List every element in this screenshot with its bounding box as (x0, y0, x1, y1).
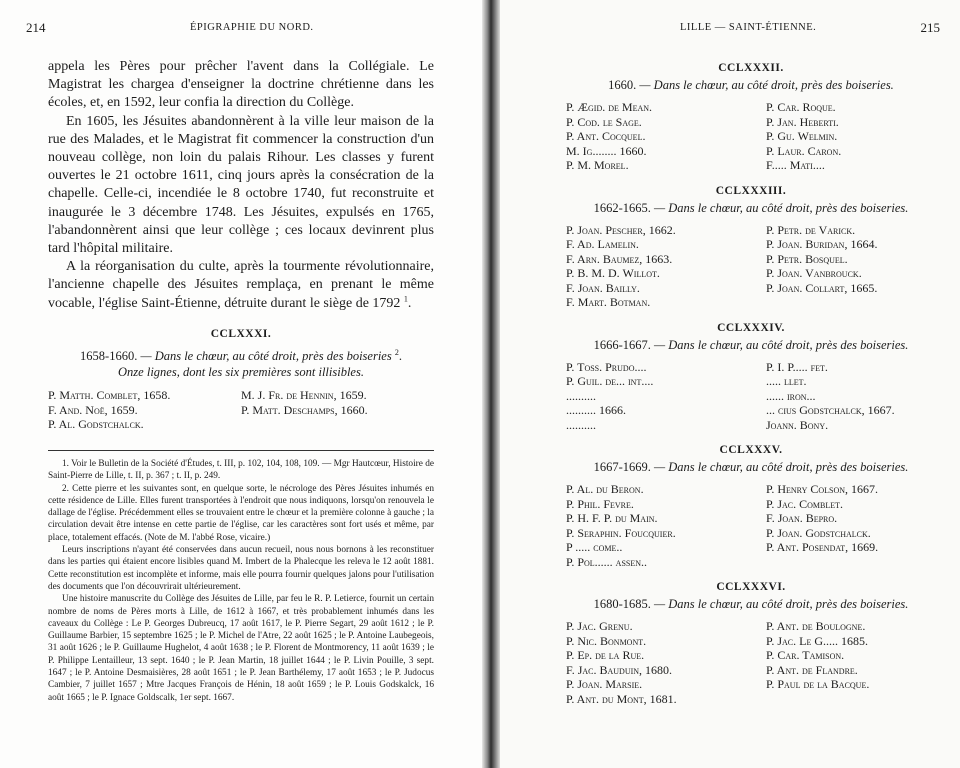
name-entry: P. Joan. Vanbrouck. (766, 266, 862, 280)
name-entry: .......... (566, 388, 596, 403)
name-entry: P. Henry Colson, 1667. (766, 482, 879, 496)
note-reference: 1 (403, 293, 408, 303)
name-entry: P. Joan. Marsie. (566, 677, 643, 691)
name-entry: P. Nic. Bonmont. (566, 633, 647, 648)
inscription-block (566, 444, 936, 569)
name-entry: P. I. P..... fet. (766, 359, 828, 374)
name-entry: P. Matt. Deschamps, 1660. (241, 402, 368, 417)
name-entry: F. Arn. Baumez, 1663. (566, 251, 673, 266)
inscription-location: — Dans le chœur, au côté droit, près des boiseries. (639, 78, 894, 92)
inscription-dating (566, 460, 936, 475)
inscription-location: — Dans le chœur, au côté droit, près des boiseries. (654, 597, 909, 611)
inscription-numeral: CCLXXXVI. (716, 581, 786, 593)
inscription-block (566, 322, 936, 433)
inscription-numeral: CCLXXXV. (719, 444, 783, 456)
name-entry: P. Guil. de... int.... (566, 374, 654, 388)
names-column (566, 100, 766, 173)
name-entry: P. M. Morel. (566, 158, 629, 172)
name-entry: F. And. Noë, 1659. (48, 402, 138, 417)
names-column (241, 388, 434, 432)
inscription-date: 1658-1660. (80, 349, 138, 363)
name-entry: F. Jac. Bauduin, 1680. (566, 662, 673, 677)
names-column (766, 223, 936, 310)
inscription-extra-line: Onze lignes, dont les six premières sont illisibles. (118, 365, 364, 379)
inscription-dating (566, 201, 936, 216)
name-entry: P. Jac. Comblet. (766, 496, 844, 511)
inscription-numeral: CCLXXXII. (718, 62, 784, 74)
footnote: Leurs inscriptions n'ayant été conservées dans aucun recueil, nous nous bornons à les reconstituer dans les parties qui étaient encore lisibles quand M. Imbert de la Phalecque les releva le 12 août 1881. Cette reconstitution est incomplète et informe, mais elle pourra fournir quelques jalons pour l'utilisation des documents que l'on découvrirait ultérieurement. (48, 545, 434, 592)
name-entry: P. Ant. de Boulogne. (766, 619, 866, 633)
inscription-location: — Dans le chœur, au côté droit, près des boiseries (140, 349, 392, 363)
names-column (566, 482, 766, 569)
names-column (48, 388, 241, 432)
name-entry: P ..... come.. (566, 540, 623, 554)
inscription-dating (566, 78, 936, 93)
page-number: 214 (26, 20, 46, 35)
name-entry: P. Car. Roque. (766, 100, 836, 114)
paragraph: appela les Pères pour prêcher l'avent dans la Collégiale. Le Magistrat les chargea d'enseigner la doctrine chrétienne dans les écoles, et, en 1592, leur confia la direction du Collège. (48, 59, 434, 111)
name-entry: ... cius Godstchalck, 1667. (766, 403, 895, 417)
inscription-names (566, 360, 936, 433)
inscription-names (48, 388, 434, 432)
name-entry: ...... iron... (766, 388, 816, 403)
name-entry: P. Jac. Grenu. (566, 619, 633, 633)
name-entry: P. Toss. Prudo.... (566, 359, 647, 374)
inscription-date: 1662-1665. (593, 200, 655, 215)
name-entry: P. B. M. D. Willot. (566, 266, 660, 280)
inscription-numeral: CCLXXXIII. (715, 184, 787, 197)
paragraph-text: A la réorganisation du culte, après la tourmente révolutionnaire, l'ancienne chapelle des Jésuites remplaça, en prenant le même vocable, l'église Saint-Étienne, détruite durant le siège de 1792 (48, 259, 434, 311)
note-reference: 2 (394, 347, 399, 357)
name-entry: P. Jan. Heberti. (766, 114, 839, 129)
name-entry: P. Al. du Beron. (566, 482, 644, 496)
inscription-block (566, 185, 936, 310)
book-gutter (482, 0, 500, 768)
inscription-dating (566, 597, 936, 612)
name-entry: F. Joan. Bepro. (766, 511, 838, 525)
name-entry: F. Ad. Lamelin. (566, 237, 639, 251)
name-entry: P. Ægid. de Mean. (566, 100, 653, 114)
running-head: ÉPIGRAPHIE DU NORD. (190, 22, 314, 33)
name-entry: M. J. Fr. de Hennin, 1659. (241, 388, 367, 402)
footnote: 2. Cette pierre et les suivantes sont, en quelque sorte, le nécrologe des Pères Jésuites inhumés en cette résidence de Lille. Elles furent transportées à l'endroit que nous indiquons, lorsqu'on renouvela le dallage de l'église. Précédemment elles se trouvaient entre le chœur et la première colonne à gauche ; la circulation devait être intense en cette partie de l'église, car les caractères sont fort usés et même, par place, totalement effacés. (Note de M. l'abbé Rose, vicaire.) (48, 483, 434, 543)
inscription-dating (566, 338, 936, 353)
inscription-names (566, 619, 936, 706)
name-entry: ..... llet. (766, 374, 807, 388)
name-entry: P. Petr. Bosquel. (766, 251, 848, 266)
name-entry: P. Ant. de Flandre. (766, 662, 858, 677)
page-number: 215 (920, 20, 940, 35)
inscription-location: — Dans le chœur, au côté droit, près des boiseries. (654, 200, 909, 215)
names-column (566, 360, 766, 433)
name-entry: P. Ant. du Mont, 1681. (566, 691, 677, 706)
paragraph: A la réorganisation du culte, après la tourmente révolutionnaire, l'ancienne chapelle des Jésuites remplaça, en prenant le même vocable, l'église Saint-Étienne, détruite durant le siège de 1792 $^1$. (48, 259, 434, 311)
inscription-block (566, 581, 936, 706)
name-entry: P. Jac. Le G..... 1685. (766, 633, 869, 648)
footnote-rule (48, 450, 434, 451)
name-entry: P. Joan. Collart, 1665. (766, 280, 878, 295)
name-entry: P. Cod. le Sage. (566, 114, 642, 129)
inscription-names (566, 100, 936, 173)
right-page (500, 0, 960, 768)
footnote: Une histoire manuscrite du Collège des Jésuites de Lille, par feu le R. P. Letierce, fournit un certain nombre de noms de Pères morts à Lille, de 1612 à 1667, et très probablement inhumés dans les caveaux du Collège : Le P. Georges Dubreucq, 17 août 1617, le P. Pierre Segart, 29 août 1612 ; le P. Guillaume Barbier, 15 septembre 1625 ; le P. Michel de l'Atre, 22 août 1625 ; le P. Antoine Laubegeois, 31 août 1626 ; le P. Guillaume Hughelot, 4 août 1638 ; le P. Florent de Montmorency, 11 août 1639 ; le P. Philippe Lentailleur, 13 sept. 1640 ; le P. Jean Martin, 18 juillet 1644 ; le P. Livin Pouille, 3 sept. 1647 ; le P. Antoine Desmaisières, 28 août 1651 ; le P. Jean Barthélemy, 17 août 1653 ; le P. Judocus Cambier, 7 juillet 1657 ; Mtre Jacques François de Hénin, 18 août 1659 ; le P. Louis Godskalck, 16 août 1665 ; le P. Ignace Goldscalk, 1er sept. 1667. (48, 594, 434, 703)
inscription-names (566, 482, 936, 569)
name-entry: F. Joan. Bailly. (566, 280, 640, 295)
name-entry: M. Ig........ 1660. (566, 143, 647, 158)
inscription-block (48, 328, 434, 432)
name-entry: P. Seraphin. Foucquier. (566, 525, 676, 540)
name-entry: P. Joan. Buridan, 1664. (766, 237, 878, 251)
footnote: 1. Voir le Bulletin de la Société d'Études, t. III, p. 102, 104, 108, 109. — Mgr Hautcœur, Histoire de Saint-Pierre de Lille, t. II, p. 367 ; t. II, p. 249. (48, 459, 434, 482)
name-entry: P. Laur. Caron. (766, 143, 842, 158)
name-entry: P. Joan. Pescher, 1662. (566, 222, 676, 237)
inscriptions-list (566, 62, 936, 718)
name-entry: Joann. Bony. (766, 417, 829, 432)
inscription-numeral: CCLXXXIV. (717, 321, 785, 334)
name-entry: F..... Mati.... (766, 158, 825, 172)
name-entry: P. Petr. de Varick. (766, 222, 856, 237)
name-entry: P. Phil. Fevre. (566, 496, 634, 511)
inscription-date: 1660. (608, 78, 640, 92)
name-entry: P. Car. Tamison. (766, 648, 845, 662)
names-column (766, 482, 936, 569)
inscription-numeral: CCLXXXI. (210, 328, 272, 340)
paragraph: En 1605, les Jésuites abandonnèrent à la ville leur maison de la rue des Malades, et le Magistrat fit commencer la construction d'un nouveau collège, non loin du palais Rihour. Les classes y furent ouvertes le 21 octobre 1611, cinq jours après la consécration de la chapelle. Celle-ci, incendiée le 8 octobre 1740, fut reconstruite et inaugurée le 3 décembre 1748. Les Jésuites, expulsés en 1765, l'abandonnèrent ainsi que leur collège ; ces locaux devinrent plus tard l'hôpital militaire. (48, 113, 434, 257)
name-entry: P. Ant. Posendat, 1669. (766, 540, 879, 554)
inscription-block (566, 62, 936, 173)
names-column (566, 619, 766, 706)
name-entry: P. Joan. Godstchalck. (766, 525, 871, 540)
name-entry: F. Mart. Botman. (566, 295, 651, 309)
names-column (766, 100, 936, 173)
inscription-date: 1667-1669. (593, 460, 655, 474)
inscription-names (566, 223, 936, 310)
name-entry: P. Al. Godstchalck. (48, 417, 144, 431)
inscription-dating: 1658-1660. — Dans le chœur, au côté droit, près des boiseries $^2$. (80, 347, 402, 363)
name-entry: P. Gu. Welmin. (766, 129, 838, 143)
footnotes (48, 458, 434, 704)
name-entry: P. Ep. de la Rue. (566, 648, 645, 662)
name-entry: P. Pol...... assen.. (566, 554, 648, 569)
inscription-location: — Dans le chœur, au côté droit, près des boiseries. (654, 460, 909, 474)
name-entry: P. Paul de la Bacque. (766, 677, 870, 691)
name-entry: P. Ant. Cocquel. (566, 129, 646, 143)
name-entry: P. H. F. P. du Main. (566, 511, 658, 525)
inscription-location: — Dans le chœur, au côté droit, près des boiseries. (654, 337, 909, 352)
name-entry: P. Matth. Comblet, 1658. (48, 388, 171, 402)
body-text (48, 58, 434, 313)
names-column (566, 223, 766, 310)
inscription-date: 1680-1685. (593, 597, 655, 611)
names-column (766, 619, 936, 706)
name-entry: .......... (566, 417, 596, 432)
inscription-date: 1666-1667. (593, 337, 655, 352)
name-entry: .......... 1666. (566, 403, 626, 417)
running-head: LILLE — SAINT-ÉTIENNE. (680, 22, 817, 33)
names-column (766, 360, 936, 433)
